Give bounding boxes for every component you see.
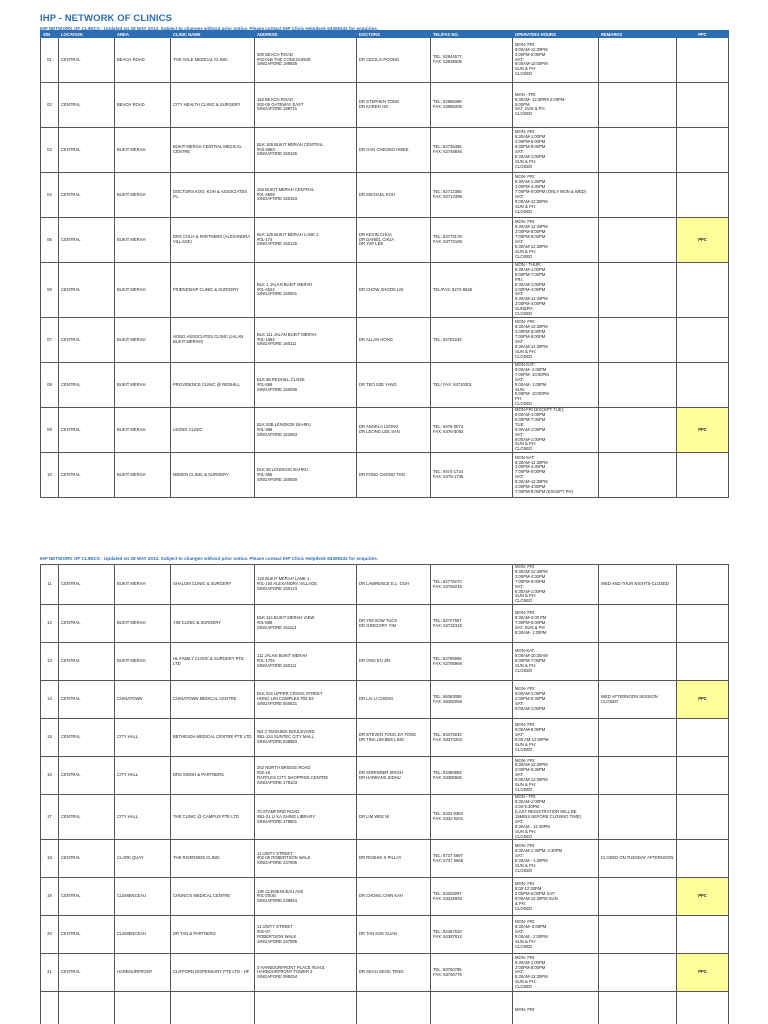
remarks-cell xyxy=(599,173,677,218)
location-cell xyxy=(59,992,115,1024)
operating-hours-cell: MON - FRI: 8:30AM- 12:30PM 2:00PM- 5:00PM SAT, SUN & PH: CLOSED xyxy=(513,83,599,128)
sn-cell: 08 xyxy=(41,362,59,407)
area-cell: CITY HALL xyxy=(115,757,171,795)
remarks-cell xyxy=(599,916,677,954)
address-cell: BLK 114 BUKIT MERAH VIEW #01-586 SINGAPORE 151114 xyxy=(255,605,357,643)
doctors-cell: DR ONG EU JIN xyxy=(357,643,431,681)
location-cell: CENTRAL xyxy=(59,681,115,719)
remarks-cell xyxy=(599,218,677,263)
doctors-cell: DR STEPHEN TONG DR KAREN HO xyxy=(357,83,431,128)
col-location-header: LOCATION xyxy=(59,31,115,38)
table-row xyxy=(41,362,729,407)
clinic-name-cell: CHINATOWN MEDICAL CENTRE xyxy=(171,681,255,719)
location-cell: CENTRAL xyxy=(59,840,115,878)
ppc-cell: PPC xyxy=(677,681,729,719)
clinic-name-cell: CITY HEALTH CLINIC & SURGERY xyxy=(171,83,255,128)
clinic-name-cell: FRIENDSHIP CLINIC & SURGERY xyxy=(171,263,255,318)
clinic-name-cell: BETHESDA MEDICAL CENTRE PTE LTD xyxy=(171,719,255,757)
clinic-table-page-2 xyxy=(40,564,729,1024)
operating-hours-cell: MON-SAT: 8:00AM-10:30AM 6:00PM-7:00PM SUN & PH: CLOSED xyxy=(513,643,599,681)
tel-fax-cell: TEL: 6333 9393 FAX: 6333 0201 xyxy=(431,795,513,840)
address-cell: BLK 86 REDHILL CLOSE #01-596 SINGAPORE 150086 xyxy=(255,362,357,407)
area-cell: BUKIT MERAH xyxy=(115,218,171,263)
operating-hours-cell: MON- FRI: 8:30AM-12:30PM 2:00PM-4:30PM 7:00PM-9:00PM SAT: 8:30AM-1:00PM SUN & PH: CLOSED xyxy=(513,565,599,605)
ppc-cell xyxy=(677,565,729,605)
remarks-cell xyxy=(599,878,677,916)
operating-hours-cell: MON- FRI: 9:00AM-12:30PM 2:00PM-5:00PM SAT: 9:00AM-12:00PM SUN & PH: CLOSED xyxy=(513,38,599,83)
remarks-cell xyxy=(599,992,677,1024)
doctors-cell: DR SORINDER SINGH DR HARBANS SIDHU xyxy=(357,757,431,795)
remarks-cell xyxy=(599,263,677,318)
remarks-cell xyxy=(599,643,677,681)
tel-fax-cell: TEL: 62985398 FAX: 62980209 xyxy=(431,83,513,128)
clinic-table-page-1 xyxy=(40,30,729,498)
operating-hours-cell: MON-SAT: 9:00AM- 4:00PM 7:00PM- 10:00PM SAT: 9:00AM- 1:00PM SUN: 5:00PM- 10:00PM PH: CLOSED xyxy=(513,362,599,407)
table-row xyxy=(41,263,729,318)
address-cell: 180 CLEMENCEAU AVE #01-20/30 SINGAPORE 239924 xyxy=(255,878,357,916)
remarks-cell xyxy=(599,128,677,173)
tel-fax-cell: TEL: 63376933 FAX: 63374203 xyxy=(431,719,513,757)
doctors-cell: DR TEO SZE YANG xyxy=(357,362,431,407)
table-row xyxy=(41,878,729,916)
doctors-cell: DR FONG CHONG TOO xyxy=(357,453,431,498)
location-cell: CENTRAL xyxy=(59,565,115,605)
table-row xyxy=(41,173,729,218)
location-cell: CENTRAL xyxy=(59,173,115,218)
ppc-cell xyxy=(677,263,729,318)
operating-hours-cell: MON- FRI: 8:30AM-1:00PM 2:00PM-5:00PM 6:30PM-9:00PM SAT: 8:30AM-1:00PM SUN & PH: CLOSED xyxy=(513,128,599,173)
sn-cell: 18 xyxy=(41,840,59,878)
area-cell: BEACH ROAD xyxy=(115,83,171,128)
tel-fax-cell: TEL: 6737 5697 FAX: 6737 5666 xyxy=(431,840,513,878)
clinic-name-cell: CHONG'S MEDICAL CENTRE xyxy=(171,878,255,916)
location-cell: CENTRAL xyxy=(59,263,115,318)
ppc-cell xyxy=(677,362,729,407)
address-cell xyxy=(255,992,357,1024)
address-cell: 111 JALAN BUKIT MERAH #01-1704 SINGAPORE 160111 xyxy=(255,643,357,681)
operating-hours-cell: MON- FRI: 8:30AM-12:30PM 2:00PM-5:00PM 7:00PM-9:00PM SAT: 8:30AM-12:30PM SUN & PH: CLOSED xyxy=(513,218,599,263)
remarks-cell xyxy=(599,719,677,757)
table-row xyxy=(41,954,729,992)
col-hours-header: OPERATING HOURS xyxy=(513,31,599,38)
clinic-name-cell: PROVIDENCE CLINIC @ REDHILL xyxy=(171,362,255,407)
location-cell: CENTRAL xyxy=(59,38,115,83)
address-cell: BLK 111 JALAN BUKIT MERAH #01-1682 SINGAPORE 160111 xyxy=(255,317,357,362)
doctors-cell: DR SEAH GEOK TENG xyxy=(357,954,431,992)
sn-cell: 16 xyxy=(41,757,59,795)
clinic-name-cell: HONG ASSOCIATES CLINIC (JALAN BUKIT MERAH) xyxy=(171,317,255,362)
sn-cell: 02 xyxy=(41,83,59,128)
col-tel-header: TEL/FAX NO. xyxy=(431,31,513,38)
update-notice-page-2: IHP NETWORK OF CLINICS : Updated on 28 MAY 2013. Subject to changes without prior notice. Please contact IHP Clinic Helpdesk 63459432 for enquiries. xyxy=(40,556,379,561)
doctors-cell: DR ALLAN HONG xyxy=(357,317,431,362)
table-row xyxy=(41,681,729,719)
sn-cell: 03 xyxy=(41,128,59,173)
ppc-cell: PPC xyxy=(677,878,729,916)
address-cell: 11 UNITY STREET #02-07 ROBERTSON WALK SINGAPORE 237995 xyxy=(255,916,357,954)
remarks-cell xyxy=(599,795,677,840)
location-cell: CENTRAL xyxy=(59,643,115,681)
address-cell: BLK 1 JALAN BUKIT MERAH #01-4524 SINGAPORE 150001 xyxy=(255,263,357,318)
address-cell: BLK 531 UPPER CROSS STREET HONG LIM COMPLEX #02-53 SINGAPORE 050531 xyxy=(255,681,357,719)
address-cell: BLK 125 BUKIT MERAH LANE 1 #01-174 SINGAPORE 150125 xyxy=(255,218,357,263)
location-cell: CENTRAL xyxy=(59,719,115,757)
tel-fax-cell: TEL: 62944577 FAX: 62935505 xyxy=(431,38,513,83)
sn-cell: 17 xyxy=(41,795,59,840)
clinic-name-cell: LEONG CLINIC xyxy=(171,408,255,453)
address-cell: 300 BEACH ROAD #02-01B THE CONCOURSE SINGAPORE 199555 xyxy=(255,38,357,83)
area-cell: BUKIT MERAH xyxy=(115,263,171,318)
ppc-cell: PPC xyxy=(677,954,729,992)
operating-hours-cell: MON- FRI: 8:30AM- 5:00PM SAT: 9:00AM - 2:00PM SUN & PH: CLOSED xyxy=(513,916,599,954)
location-cell: CENTRAL xyxy=(59,83,115,128)
clinic-name-cell: THE CLINIC @ CAMPUS PTE LTD xyxy=(171,795,255,840)
doctors-cell: DR GAN CHEONG HWEE xyxy=(357,128,431,173)
doctors-cell: DR LIM WEE NI xyxy=(357,795,431,840)
table-row xyxy=(41,408,729,453)
sn-cell: 11 xyxy=(41,565,59,605)
col-ppc-header: PPC xyxy=(677,31,729,38)
clinic-name-cell: DOCTORS KOO, KOH & ASSOCIATES P.L. xyxy=(171,173,255,218)
doctors-cell: DR STEVEN TONG JIA TONG DR TINA LIM BEE LING xyxy=(357,719,431,757)
address-cell: BLK 63B LENGKOK BAHRU #01-366 SINGAPORE 152063 xyxy=(255,408,357,453)
remarks-cell: CLOSED ON TUESDAY AFTERNOON xyxy=(599,840,677,878)
area-cell: CITY HALL xyxy=(115,795,171,840)
sn-cell: 09 xyxy=(41,408,59,453)
sn-cell: 14 xyxy=(41,681,59,719)
sn-cell: 07 xyxy=(41,317,59,362)
address-cell: 163 BUKIT MERAH CENTRAL #01-3609 SINGAPORE 150163 xyxy=(255,173,357,218)
ppc-cell xyxy=(677,719,729,757)
ppc-cell xyxy=(677,317,729,362)
clinic-name-cell: SHALOM CLINIC & SURGERY xyxy=(171,565,255,605)
doctors-cell: DR LAWRENCE E.L. GOH xyxy=(357,565,431,605)
address-cell: 152 BEACH ROAD #02-05 GATEWAY EAST SINGAPORE 189721 xyxy=(255,83,357,128)
ppc-cell xyxy=(677,38,729,83)
ppc-cell xyxy=(677,83,729,128)
table-row xyxy=(41,916,729,954)
clinic-name-cell: DRS CHUA & PARTNERS (ALEXANDRA VILLAGE) xyxy=(171,218,255,263)
update-notice: IHP NETWORK OF CLINICS : Updated on 28 MAY 2013. Subject to changes without prior notice. Please contact IHP Clinic Helpdesk 63459432 for enquiries. xyxy=(40,26,379,31)
operating-hours-cell: MON - FRI: 8:30AM-1:00PM 2:00-5:30PM (LAST REGISTRATION WILL BE 15MINS BEFORE CLOSING TIME) SAT: 8:30AM - 12:30PM SUN & PH: CLOSED xyxy=(513,795,599,840)
table-row xyxy=(41,992,729,1024)
clinic-name-cell: THE RIVERSIDE CLINIC xyxy=(171,840,255,878)
ppc-cell xyxy=(677,795,729,840)
operating-hours-cell: MON- FRI: 8:30AM-1:30PM, 2:30PM SAT: 8:30AM - 1:30PM SUN & PH: CLOSED xyxy=(513,840,599,878)
ppc-cell xyxy=(677,173,729,218)
doctors-cell: DR YIM SOW TUCK DR GREGORY YIM xyxy=(357,605,431,643)
area-cell: BUKIT MERAH xyxy=(115,362,171,407)
table-row xyxy=(41,565,729,605)
location-cell: CENTRAL xyxy=(59,795,115,840)
address-cell: BLK 59 LENGKOK BAHRU #01-359 SINGAPORE 150059 xyxy=(255,453,357,498)
remarks-cell: WED AND THUR NIGHTS-CLOSED xyxy=(599,565,677,605)
sn-cell: 12 xyxy=(41,605,59,643)
address-cell: 11 UNITY STREET #02-05 ROBERTSON WALK SINGAPORE 237995 xyxy=(255,840,357,878)
address-cell: 123 BUKIT MERAH LANE 1 #01-104 ALEXANDRA VILLAGE SINGAPORE 150123 xyxy=(255,565,357,605)
area-cell xyxy=(115,992,171,1024)
area-cell: BUKIT MERAH xyxy=(115,565,171,605)
area-cell: CLEMENCEAU xyxy=(115,878,171,916)
doctors-cell: DR ROSHNI X PILLAY xyxy=(357,840,431,878)
sn-cell: 15 xyxy=(41,719,59,757)
operating-hours-cell: MON- FRI: xyxy=(513,992,599,1024)
address-cell: 3 HARBOURFRONT PLACE #04-01 HARBOURFRONT TOWER 2 SINGAPORE 099254 xyxy=(255,954,357,992)
col-sn-header: S/N xyxy=(41,31,59,38)
tel-fax-cell: TEL: 63760785 FAX: 63760775 xyxy=(431,954,513,992)
table-row xyxy=(41,453,729,498)
col-area-header: AREA xyxy=(115,31,171,38)
ppc-cell: PPC xyxy=(677,218,729,263)
location-cell: CENTRAL xyxy=(59,916,115,954)
sn-cell: 10 xyxy=(41,453,59,498)
sn-cell xyxy=(41,992,59,1024)
col-address-header: ADDRESS xyxy=(255,31,357,38)
area-cell: BEACH ROAD xyxy=(115,38,171,83)
operating-hours-cell: MON- FRI: 9:00AM-1:00PM 2:00PM-5:30PM SAT: 9:00AM-1:00PM xyxy=(513,681,599,719)
tel-fax-cell: TEL: 62707587 FAX: 62732318 xyxy=(431,605,513,643)
remarks-cell: WED AFTERNOON SESSION CLOSED xyxy=(599,681,677,719)
sn-cell: 01 xyxy=(41,38,59,83)
col-remarks-header: REMARKS xyxy=(599,31,677,38)
operating-hours-cell: MON-FRI (EXCEPT TUE): 9:00AM-1:00PM 5:00PM-7:00PM TUE: 9:00AM-1:00PM SAT: 9:00AM-1:00PM SUN & PH: CLOSED xyxy=(513,408,599,453)
table-row xyxy=(41,317,729,362)
table-body-page-1 xyxy=(41,38,729,498)
tel-fax-cell xyxy=(431,992,513,1024)
operating-hours-cell: MON-SAT: 8:30AM-12:30PM 2:00PM-4:30PM 7:00PM-9:00PM SAT: 8:30AM-12:30PM 2:00PM-4:30PM 7:00PM-9:00PM (EXCEPT PH) xyxy=(513,453,599,498)
location-cell: CENTRAL xyxy=(59,453,115,498)
col-clinic-header: CLINIC NAME xyxy=(171,31,255,38)
location-cell: CENTRAL xyxy=(59,362,115,407)
location-cell: CENTRAL xyxy=(59,757,115,795)
tel-fax-cell: TEL: 62776270 FAX: 62784215 xyxy=(431,565,513,605)
operating-hours-cell: MON- FRI: 9:00AM-6:00PM SAT: 9:00 AM-12:00PM SUN & PH: CLOSED xyxy=(513,719,599,757)
table-row xyxy=(41,795,729,840)
table-row xyxy=(41,128,729,173)
sn-cell: 19 xyxy=(41,878,59,916)
remarks-cell xyxy=(599,317,677,362)
sn-cell: 13 xyxy=(41,643,59,681)
tel-fax-cell: TEL: 62762233 xyxy=(431,317,513,362)
area-cell: BUKIT MERAH xyxy=(115,173,171,218)
location-cell: CENTRAL xyxy=(59,954,115,992)
operating-hours-cell: MON- FRI: 8:30AM-4:00 PM 7:00PM-9:00PM SAT, SUN & PH: 8:30AM- 1:30PM xyxy=(513,605,599,643)
location-cell: CENTRAL xyxy=(59,317,115,362)
remarks-cell xyxy=(599,954,677,992)
doctors-cell: DR TAN KOK KUAN xyxy=(357,916,431,954)
sn-cell: 21 xyxy=(41,954,59,992)
remarks-cell xyxy=(599,38,677,83)
location-cell: CENTRAL xyxy=(59,128,115,173)
tel-fax-cell: TEL: 62735455 FAX: 62748846 xyxy=(431,128,513,173)
area-cell: BUKIT MERAH xyxy=(115,453,171,498)
clinic-name-cell: THE HALE MEDICAL CLINIC xyxy=(171,38,255,83)
tel-fax-cell: TEL: 65363088 FAX: 65360058 xyxy=(431,681,513,719)
table-row xyxy=(41,38,729,83)
location-cell: CENTRAL xyxy=(59,878,115,916)
area-cell: CLEMENCEAU xyxy=(115,916,171,954)
remarks-cell xyxy=(599,453,677,498)
ppc-cell xyxy=(677,757,729,795)
area-cell: BUKIT MERAH xyxy=(115,317,171,362)
table-row xyxy=(41,757,729,795)
clinic-name-cell: DRS SINGH & PARTNERS xyxy=(171,757,255,795)
operating-hours-cell: MON - THUR: 8:30AM-1:00PM 5:00PM-7:00PM FRI: 8:30AM-1:00PM 2:00PM-4:00PM SAT: 8:30AM-12:30PM 2:00PM-4:00PM SUN&PH: CLOSED xyxy=(513,263,599,318)
location-cell: CENTRAL xyxy=(59,218,115,263)
tel-fax-cell: TEL: 63380883 FAX: 63380555 xyxy=(431,757,513,795)
doctors-cell: DR MICHAEL KOH xyxy=(357,173,431,218)
table-header-row xyxy=(41,31,729,38)
table-row xyxy=(41,218,729,263)
clinic-name-cell: BUKIT MERAH CENTRAL MEDICAL CENTRE xyxy=(171,128,255,173)
tel-fax-cell: TEL: 63328297 FAX: 63325928 xyxy=(431,878,513,916)
ppc-cell xyxy=(677,453,729,498)
area-cell: BUKIT MERAH xyxy=(115,128,171,173)
address-cell: BLK 165 BUKIT MERAH CENTRAL #03-3683 SINGAPORE 150165 xyxy=(255,128,357,173)
sn-cell: 04 xyxy=(41,173,59,218)
area-cell: CITY HALL xyxy=(115,719,171,757)
remarks-cell xyxy=(599,605,677,643)
area-cell: BUKIT MERAH xyxy=(115,605,171,643)
ppc-cell xyxy=(677,992,729,1024)
tel-fax-cell: TEL: 62712365 FAX: 62712399 xyxy=(431,173,513,218)
operating-hours-cell: MON- FRI: 8:30AM-12:30PM 2:00PM-5:00PM 7:00PM-9:00PM SAT: 8:30AM-12:30PM SUN & PH: CLOSED xyxy=(513,317,599,362)
area-cell: BUKIT MERAH xyxy=(115,408,171,453)
clinic-name-cell: CLIFFORD DISPENSARY PTE LTD - HF xyxy=(171,954,255,992)
clinic-name-cell: MEDEN CLINIC & SURGERY xyxy=(171,453,255,498)
area-cell: HARBOURFRONT xyxy=(115,954,171,992)
address-cell: 252 NORTH BRIDGE ROAD #02-16 RAFFLES CITY SHOPPING CENTRE SINGAPORE 179103 xyxy=(255,757,357,795)
remarks-cell xyxy=(599,408,677,453)
ppc-cell xyxy=(677,128,729,173)
operating-hours-cell: MON- FRI: 8:00-12:30PM 2:00PM-5:00PM SAT: 9:00AM-12:30PM SUN & PH: CLOSED xyxy=(513,878,599,916)
tel-fax-cell: TEL: 6476-0572 FAX: 6476-8093 xyxy=(431,408,513,453)
doctors-cell: DR CHOW SHOOK LIN xyxy=(357,263,431,318)
doctors-cell: DR KEVIN CHUA DR DANIEL CHUA DR YAP LEE xyxy=(357,218,431,263)
tel-fax-cell: TEL: 62387810 FAX: 62387812 xyxy=(431,916,513,954)
tel-fax-cell: TEL: 63773179 FAX: 63773169 xyxy=(431,218,513,263)
remarks-cell xyxy=(599,83,677,128)
doctors-cell xyxy=(357,992,431,1024)
table-body-page-2 xyxy=(41,565,729,1024)
page-title: IHP - NETWORK OF CLINICS xyxy=(40,13,173,24)
tel-fax-cell: TEL: 6474-1734 FAX: 6479-1735 xyxy=(431,453,513,498)
address-cell: NO 3 TEMASEK BOULEVARD #B1-124 SUNTEC CITY MALL SINGAPORE 038983 xyxy=(255,719,357,757)
area-cell: CHINATOWN xyxy=(115,681,171,719)
doctors-cell: DR CECILIA POONG xyxy=(357,38,431,83)
remarks-cell xyxy=(599,757,677,795)
ppc-cell xyxy=(677,643,729,681)
operating-hours-cell: MON- FRI: 8:30AM-1:30PM 2:00PM-4:30PM 7:00PM-9:00PM (ONLY MON & WED) SAT: 9:00AM-12:30PM SUN & PH: CLOSED xyxy=(513,173,599,218)
area-cell: BUKIT MERAH xyxy=(115,643,171,681)
ppc-cell xyxy=(677,916,729,954)
table-row xyxy=(41,840,729,878)
address-cell: 70 STAMFORD ROAD #B1-21 LI KA SHING LIBRARY SINGAPORE 178901 xyxy=(255,795,357,840)
tel-fax-cell: TEL: 62785965 FAX: 62785969 xyxy=(431,643,513,681)
ppc-cell: PPC xyxy=(677,408,729,453)
sn-cell: 20 xyxy=(41,916,59,954)
doctors-cell: DR ANGELA LEONG DR LEONG LEE SAN xyxy=(357,408,431,453)
operating-hours-cell: MON- FRI: 8:30AM-12:30PM 2:00PM-5:30PM SAT: 9:00AM-12:30PM SUN & PH: CLOSED xyxy=(513,757,599,795)
ppc-cell xyxy=(677,605,729,643)
sn-cell: 05 xyxy=(41,218,59,263)
doctors-cell: DR LAI LI CHENG xyxy=(357,681,431,719)
remarks-cell xyxy=(599,362,677,407)
clinic-name-cell: HL FAMILY CLINIC & SURGERY PTE LTD xyxy=(171,643,255,681)
table-row xyxy=(41,643,729,681)
location-cell: CENTRAL xyxy=(59,408,115,453)
ppc-cell xyxy=(677,840,729,878)
col-doctors-header: DOCTORS xyxy=(357,31,431,38)
area-cell: CLARK QUAY xyxy=(115,840,171,878)
tel-fax-cell: TEL/ FAX: 64710301 xyxy=(431,362,513,407)
table-row xyxy=(41,83,729,128)
doctors-cell: DR CHONG CHIN KAH xyxy=(357,878,431,916)
clinic-name-cell: DR TAN & PARTNERS xyxy=(171,916,255,954)
clinic-name-cell xyxy=(171,992,255,1024)
location-cell: CENTRAL xyxy=(59,605,115,643)
clinic-name-cell: YIM CLINIC & SURGERY xyxy=(171,605,255,643)
tel-fax-cell: TEL/FAX: 6272-6626 xyxy=(431,263,513,318)
table-row xyxy=(41,719,729,757)
sn-cell: 06 xyxy=(41,263,59,318)
operating-hours-cell: MON- FRI: 8:30AM-1:00PM 2:00PM-5:00PM SAT: 8:30AM-12:30PM SUN & PH: CLOSED xyxy=(513,954,599,992)
table-row xyxy=(41,605,729,643)
